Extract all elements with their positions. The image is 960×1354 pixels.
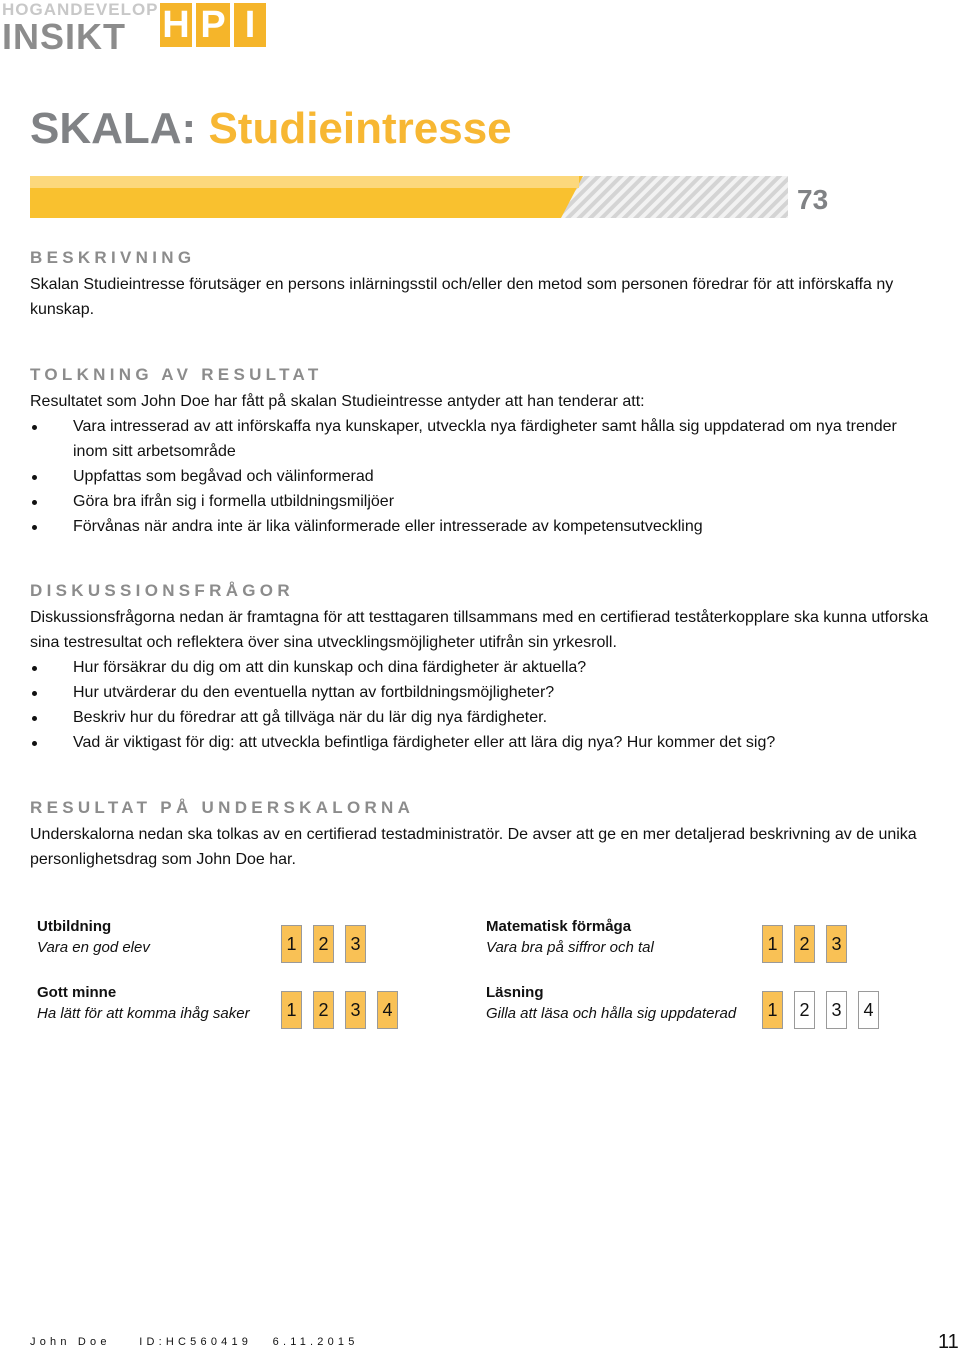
score-box: 3 [345, 925, 366, 963]
logo-letter-i: I [234, 3, 266, 47]
list-item: Vara intresserad av att införskaffa nya kunskaper, utveckla nya färdigheter samt hålla sig uppdaterad om nya trender inom sitt arbetsområde [30, 414, 935, 464]
score-value: 73 [797, 184, 829, 215]
section-tolkning [30, 365, 935, 539]
page-title-prefix: SKALA: [30, 104, 197, 153]
underskalor-text: Underskalorna nedan ska tolkas av en certifierad testadministratör. De avser att ge en mer detaljerad beskrivning av de unika personlighetsdrag som John Doe har. [30, 826, 917, 868]
subscale-title: Läsning [486, 984, 544, 1001]
logo-letter-p: P [196, 3, 230, 47]
score-box: 1 [281, 925, 302, 963]
diskussion-intro: Diskussionsfrågorna nedan är framtagna för att testtagaren tillsammans med en certifierad teståterkopplare ska kunna utforska sina testresultat och reflektera över sina utvecklingsmöjligheter utifrån sin yrkesroll. [30, 609, 929, 651]
score-box: 4 [377, 991, 398, 1029]
subscale-title: Gott minne [37, 984, 117, 1001]
list-item: Förvånas när andra inte är lika välinformerade eller intresserade av kompetensutveckling [30, 514, 935, 539]
list-item: Vad är viktigast för dig: att utveckla befintliga färdigheter eller att lära dig nya? Hur kommer det sig? [30, 730, 960, 755]
score-box: 3 [826, 991, 847, 1029]
subscale-title: Utbildning [37, 918, 112, 935]
score-box: 2 [794, 925, 815, 963]
logo-letter-h: H [160, 3, 192, 47]
subscale-desc: Vara en god elev [37, 939, 150, 956]
score-box: 2 [313, 991, 334, 1029]
diskussion-list [30, 655, 960, 755]
subscale-title: Matematisk förmåga [486, 918, 632, 935]
score-box: 2 [794, 991, 815, 1029]
subscale-matematisk [486, 918, 654, 956]
subscale-boxes-lasning [762, 991, 879, 1029]
score-box: 1 [762, 925, 783, 963]
footer-date: 6.11.2015 [272, 1336, 359, 1348]
subscale-gott-minne [37, 984, 250, 1022]
tolkning-list [30, 414, 935, 539]
section-heading-tolkning: TOLKNING AV RESULTAT [30, 365, 323, 384]
subscale-boxes-utbildning [281, 925, 366, 963]
score-box: 3 [345, 991, 366, 1029]
footer-id: ID:HC560419 [139, 1336, 253, 1348]
tolkning-intro: Resultatet som John Doe har fått på skalan Studieintresse antyder att han tenderar att: [30, 393, 645, 410]
score-box: 1 [762, 991, 783, 1029]
list-item: Uppfattas som begåvad och välinformerad [30, 464, 935, 489]
subscale-boxes-matematisk [762, 925, 847, 963]
subscale-desc: Gilla att läsa och hålla sig uppdaterad [486, 1005, 737, 1022]
subscale-desc: Vara bra på siffror och tal [486, 939, 654, 956]
score-box: 2 [313, 925, 334, 963]
hpi-logo [160, 3, 266, 47]
page-title-name: Studieintresse [208, 104, 512, 153]
score-box: 4 [858, 991, 879, 1029]
subscale-lasning [486, 984, 736, 1022]
page-title [30, 104, 512, 154]
subscale-utbildning [37, 918, 150, 956]
score-bar-highlight [30, 176, 579, 188]
list-item: Hur försäkrar du dig om att din kunskap och dina färdigheter är aktuella? [30, 655, 960, 680]
section-beskrivning [30, 248, 930, 322]
beskrivning-text: Skalan Studieintresse förutsäger en persons inlärningsstil och/eller den metod som personen föredrar för att införskaffa ny kunskap. [30, 276, 894, 318]
brand-main-label: INSIKT [2, 16, 127, 57]
page-number: 11 [938, 1331, 959, 1353]
list-item: Beskriv hur du föredrar att gå tillväga när du lär dig nya färdigheter. [30, 705, 960, 730]
section-heading-beskrivning: BESKRIVNING [30, 248, 196, 267]
subscale-boxes-gott-minne [281, 991, 398, 1029]
list-item: Göra bra ifrån sig i formella utbildningsmiljöer [30, 489, 935, 514]
section-underskalor [30, 798, 945, 872]
section-heading-underskalor: RESULTAT PÅ UNDERSKALORNA [30, 798, 415, 817]
score-bar [30, 176, 788, 218]
footer [30, 1336, 359, 1348]
section-diskussion [30, 581, 960, 755]
list-item: Hur utvärderar du den eventuella nyttan av fortbildningsmöjligheter? [30, 680, 960, 705]
footer-name: John Doe [30, 1336, 111, 1348]
score-box: 3 [826, 925, 847, 963]
score-box: 1 [281, 991, 302, 1029]
section-heading-diskussion: DISKUSSIONSFRÅGOR [30, 581, 294, 600]
subscale-desc: Ha lätt för att komma ihåg saker [37, 1005, 250, 1022]
brand-top-label: HOGANDEVELOP [2, 0, 159, 19]
